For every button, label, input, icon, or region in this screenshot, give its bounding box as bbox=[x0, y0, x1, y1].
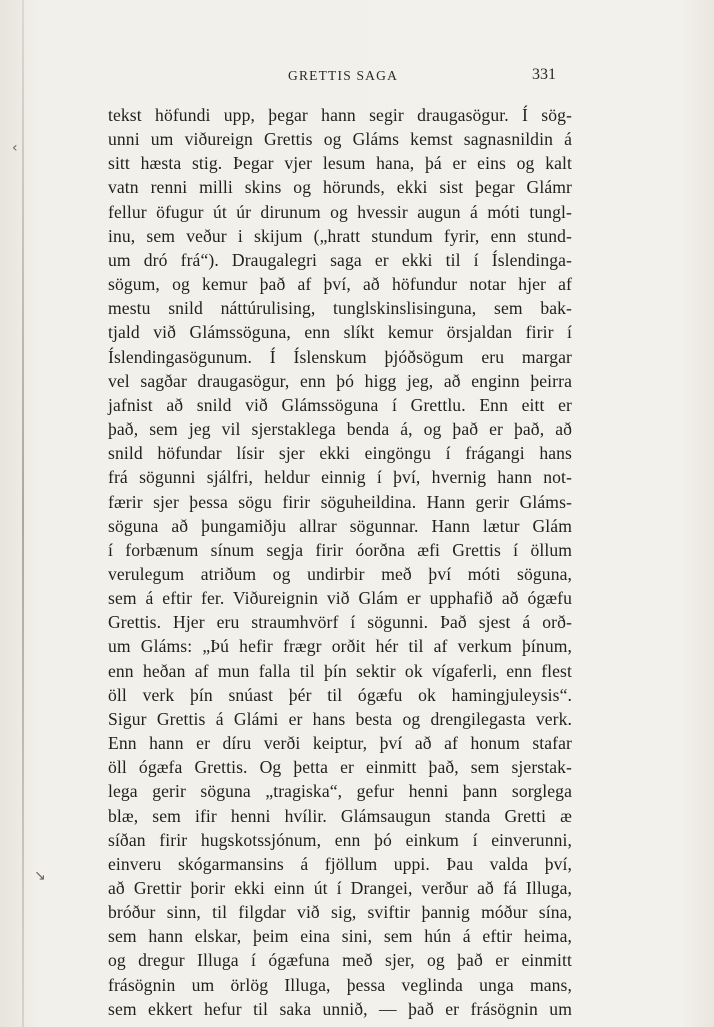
text-line: tekst höfundi upp, þegar hann segir draugasögur. Í sög- bbox=[108, 105, 572, 125]
text-line: um Gláms: „Þú hefir frægr orðit hér til af verkum þínum, bbox=[108, 636, 572, 657]
text-line: inu, sem veður i skijum („hratt stundum fyrir, enn stund- bbox=[108, 225, 572, 246]
text-line: Grettis. Hjer eru straumhvörf í sögunni. Það sjest á orð- bbox=[108, 612, 572, 633]
text-line: unni um viðureign Grettis og Gláms kemst sagnasnildin á bbox=[108, 129, 572, 150]
text-line: Enn hann er díru verði keiptur, því að af honum stafar bbox=[108, 733, 572, 754]
margin-pencil-mark-icon: ‹ bbox=[12, 140, 18, 156]
text-line: um dró frá“). Draugalegri saga er ekki til í Íslendinga- bbox=[108, 249, 572, 270]
text-line: frá sögunni sjálfri, heldur einnig í því, hvernig hann not- bbox=[108, 467, 572, 488]
text-line: frásögnin um örlög Illuga, þessa veglinda unga mans, bbox=[108, 974, 572, 995]
text-line: það, sem jeg vil sjerstaklega benda á, og það er það, að bbox=[108, 419, 572, 440]
page-gutter-edge bbox=[22, 0, 24, 1027]
text-line: síðan firir hugskotssjónum, enn þó einkum í einverunni, bbox=[108, 829, 572, 850]
text-line: verulegum atriðum og undirbir með því móti söguna, bbox=[108, 563, 572, 584]
text-line: og dregur Illuga í ógæfuna með sjer, og það er einmitt bbox=[108, 950, 572, 971]
text-line: sem á eftir fer. Viðureignin við Glám er upphafið að ógæfu bbox=[108, 588, 572, 609]
text-line: snild höfundar lísir sjer ekki eingöngu í frágangi hans bbox=[108, 443, 572, 464]
text-line: söguna að þungamiðju allrar sögunnar. Hann lætur Glám bbox=[108, 515, 572, 536]
text-line: Sigur Grettis á Glámi er hans besta og drengilegasta verk. bbox=[108, 708, 572, 729]
text-line: mestu snild náttúrulising, tunglskinslisinguna, sem bak- bbox=[108, 298, 572, 319]
text-line: lega gerir söguna „tragiska“, gefur henni þann sorglega bbox=[108, 781, 572, 802]
running-head-title: GRETTIS SAGA bbox=[288, 68, 399, 83]
page-number: 331 bbox=[532, 66, 556, 83]
text-line: sitt hæsta stig. Þegar vjer lesum hana, þá er eins og kalt bbox=[108, 153, 572, 174]
text-line: öll ógæfa Grettis. Og þetta er einmitt það, sem sjerstak- bbox=[108, 757, 572, 778]
text-line: sögum, og kemur það af því, að höfundur notar hjer af bbox=[108, 274, 572, 295]
text-line: sem hann elskar, þeim eina sini, sem hún á eftir heima, bbox=[108, 926, 572, 947]
text-line: öll verk þín snúast þér til ógæfu ok hamingjuleysis“. bbox=[108, 684, 572, 705]
text-line: bróður sinn, til filgdar við sig, sviftir þannig móður sína, bbox=[108, 902, 572, 923]
text-line: jafnist að snild við Glámssöguna í Grettlu. Enn eitt er bbox=[108, 394, 572, 415]
text-line: Íslendingasögunum. Í Íslenskum þjóðsögum eru margar bbox=[108, 346, 572, 367]
body-text bbox=[108, 103, 572, 1021]
text-line: að Grettir þorir ekki einn út í Drangei, verður að fá Illuga, bbox=[108, 878, 572, 898]
text-line: í forbænum sínum segja firir óorðna æfi Grettis í öllum bbox=[108, 539, 572, 560]
text-line: blæ, sem ifir henni hvílir. Glámsaugun standa Gretti æ bbox=[108, 805, 572, 826]
text-line: tjald við Glámssöguna, enn slíkt kemur örsjaldan firir í bbox=[108, 322, 572, 343]
text-line: sem ekkert hefur til saka unnið, — það er frásögnin um bbox=[108, 998, 572, 1019]
margin-pencil-mark-icon: ↘ bbox=[34, 868, 46, 884]
text-line: einveru skógarmansins á fjöllum uppi. Þau valda því, bbox=[108, 853, 572, 874]
text-line: færir sjer þessa sögu firir söguheildina. Hann gerir Gláms- bbox=[108, 491, 572, 512]
text-line: enn heðan af mun falla til þín sektir ok vígaferli, enn flest bbox=[108, 660, 572, 681]
text-line: fellur öfugur út úr dirunum og hvessir augun á móti tungl- bbox=[108, 201, 572, 222]
text-line: vel sagðar draugasögur, enn þó higg jeg, að enginn þeirra bbox=[108, 370, 572, 391]
running-head bbox=[0, 68, 714, 88]
text-line: vatn renni milli skins og hörunds, ekki sist þegar Glámr bbox=[108, 177, 572, 198]
